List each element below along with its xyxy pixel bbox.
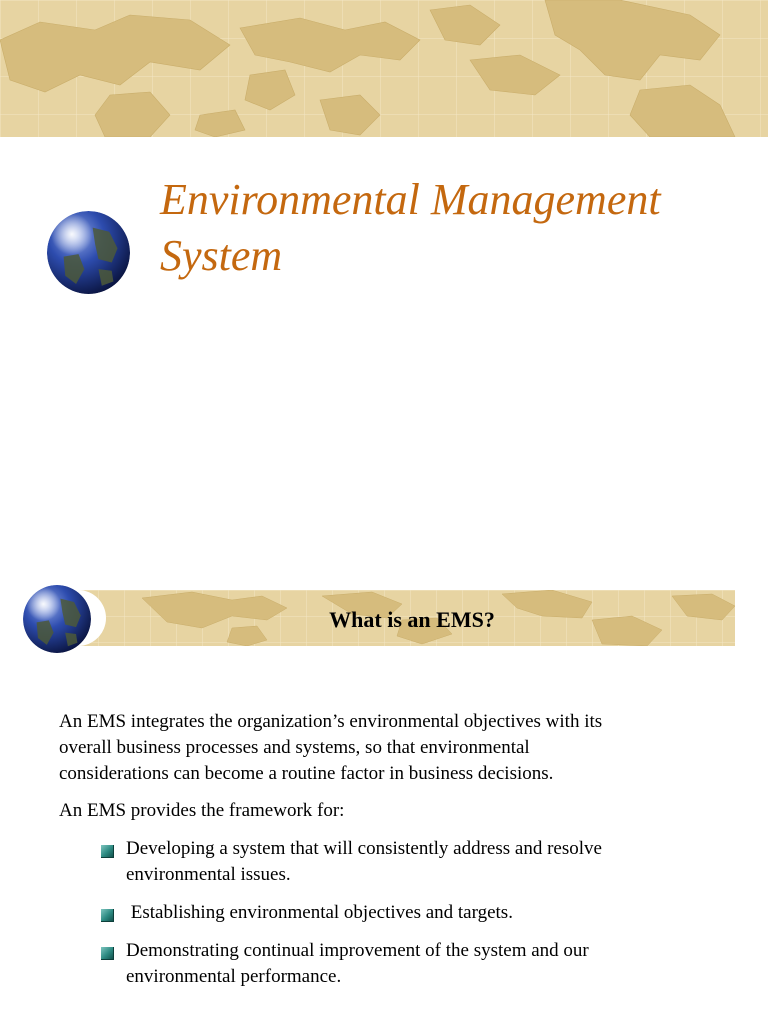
bullet-text-line: Establishing environmental objectives and targets. — [126, 902, 513, 923]
list-item — [100, 938, 680, 990]
bullet-square-icon — [101, 909, 114, 922]
paragraph-line: An EMS integrates the organization’s environmental objectives with its — [59, 711, 603, 732]
paragraph-line: considerations can become a routine factor in business decisions. — [59, 763, 554, 784]
bullet-square-icon — [101, 947, 114, 960]
framework-list — [100, 836, 680, 990]
globe-icon — [47, 211, 130, 294]
bullet-text-line: Developing a system that will consistently address and resolve — [126, 838, 602, 859]
world-map-banner — [0, 0, 768, 137]
section-heading: What is an EMS? — [329, 607, 495, 632]
bullet-text-line: environmental performance. — [126, 966, 342, 987]
bullet-text-line: Demonstrating continual improvement of the system and our — [126, 940, 589, 961]
bullet-square-icon — [101, 845, 114, 858]
title-line-2: System — [160, 231, 283, 280]
list-item — [100, 900, 680, 926]
slide-title — [160, 172, 760, 284]
paragraph-line: overall business processes and systems, so that environmental — [59, 737, 530, 758]
list-item — [100, 836, 680, 888]
ems-definition-paragraph — [59, 709, 709, 787]
bullet-text-line: environmental issues. — [126, 864, 291, 885]
world-map-icon — [0, 0, 768, 137]
title-line-1: Environmental Management — [160, 175, 661, 224]
ems-framework-intro: An EMS provides the framework for: — [59, 800, 345, 821]
